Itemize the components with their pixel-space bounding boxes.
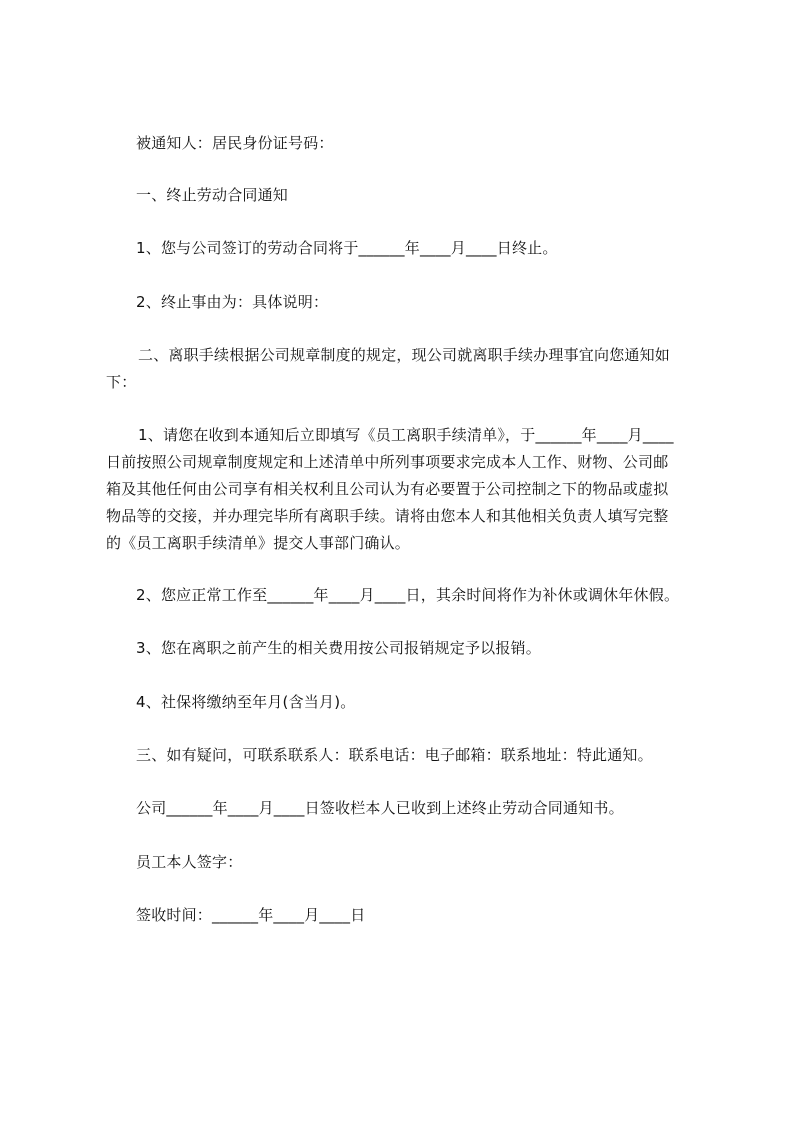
employee-signature: 员工本人签字： [136,853,243,871]
item-2-4: 4、社保将缴纳至年月(含当月)。 [136,693,356,711]
item-2-1-line-4: 物品等的交接，并办理完毕所有离职手续。请将由您本人和其他相关负责人填写完整 [106,507,669,525]
section-3: 三、如有疑问，可联系联系人：联系电话：电子邮箱：联系地址：特此通知。 [136,746,653,764]
section-2-line-1: 二、离职手续根据公司规章制度的规定，现公司就离职手续办理事宜向您通知如 [138,346,671,364]
section-1-title: 一、终止劳动合同通知 [136,186,289,204]
receipt-time: 签收时间：______年____月____日 [136,906,366,924]
item-1-2: 2、终止事由为：具体说明： [136,293,329,311]
item-2-3: 3、您在离职之前产生的相关费用按公司报销规定予以报销。 [136,639,541,657]
item-2-1-line-1: 1、请您在收到本通知后立即填写《员工离职手续清单》，于______年____月____ [138,426,674,444]
section-2-line-2: 下： [106,373,137,391]
item-1-1: 1、您与公司签订的劳动合同将于______年____月____日终止。 [136,239,558,257]
item-2-1-line-5: 的《员工离职手续清单》提交人事部门确认。 [106,534,411,552]
item-2-2: 2、您应正常工作至______年____月____日，其余时间将作为补休或调休年休假。 [136,586,680,604]
item-2-1-line-3: 箱及其他任何由公司享有相关权利且公司认为有必要置于公司控制之下的物品或虚拟 [106,480,669,498]
item-2-1-line-2: 日前按照公司规章制度规定和上述清单中所列事项要求完成本人工作、财物、公司邮 [106,453,669,471]
notified-person-line: 被通知人：居民身份证号码： [136,134,334,152]
company-date-receipt: 公司______年____月____日签收栏本人已收到上述终止劳动合同通知书。 [136,799,624,817]
